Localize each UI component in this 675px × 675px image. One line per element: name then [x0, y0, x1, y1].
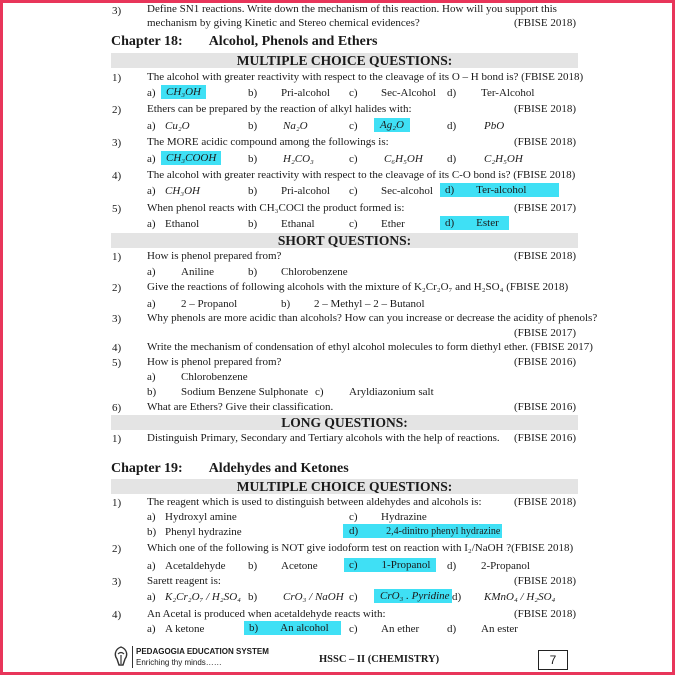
- option-label: d): [447, 560, 457, 572]
- option-label: d): [447, 87, 457, 99]
- question-number: 2): [112, 282, 122, 294]
- option-text: Chlorobenzene: [281, 266, 348, 278]
- option-text: An ester: [481, 623, 518, 635]
- option-text: A ketone: [165, 623, 205, 635]
- exam-reference: (FBISE 2017): [513, 327, 576, 339]
- option-text: Pri-alcohol: [281, 185, 330, 197]
- option-text: Acetaldehyde: [165, 560, 226, 572]
- option-text: Cu₂O: [165, 120, 190, 132]
- section-heading-mcq: MULTIPLE CHOICE QUESTIONS:: [111, 479, 578, 494]
- footer-brand: PEDAGOGIA EDUCATION SYSTEM: [136, 647, 269, 656]
- option-label: a): [147, 218, 156, 230]
- question-text: Distinguish Primary, Secondary and Tertiary alcohols with the help of reactions.: [147, 432, 500, 444]
- question-text: The MORE acidic compound among the followings is:: [147, 136, 389, 148]
- question-number: 5): [112, 203, 122, 215]
- question-number: 1): [112, 251, 122, 263]
- question-text: Why phenols are more acidic than alcohols? How can you increase or decrease the acidity of phenols?: [147, 312, 598, 324]
- option-label: a): [147, 560, 156, 572]
- option-text: Acetone: [281, 560, 318, 572]
- option-text: Hydroxyl amine: [165, 511, 237, 523]
- exam-reference: (FBISE 2016): [513, 432, 576, 444]
- option-text: H₂CO₃: [283, 153, 314, 165]
- option-label: c): [349, 87, 358, 99]
- option-text: Hydrazine: [381, 511, 427, 523]
- option-label: c): [349, 120, 358, 132]
- question-text: Write the mechanism of condensation of ethyl alcohol molecules to form diethyl ether. (FBISE 2017): [147, 341, 593, 353]
- option-text: Aryldiazonium salt: [349, 386, 434, 398]
- exam-reference: (FBISE 2016): [513, 401, 576, 413]
- option-label: b): [147, 526, 157, 538]
- option-label: d): [447, 153, 457, 165]
- exam-reference: (FBISE 2018): [513, 575, 576, 587]
- option-label: d): [447, 120, 457, 132]
- option-text: Sec-alcohol: [381, 185, 433, 197]
- option-text: Sodium Benzene Sulphonate: [181, 386, 309, 398]
- exam-reference: (FBISE 2018): [513, 103, 576, 115]
- option-label: a): [147, 153, 156, 165]
- question-number: 3): [112, 576, 122, 588]
- option-label: c): [315, 386, 324, 398]
- option-text: C₆H₅OH: [384, 153, 423, 165]
- section-heading-short: SHORT QUESTIONS:: [111, 233, 578, 248]
- option-label: c): [349, 153, 358, 165]
- option-label: b): [248, 153, 258, 165]
- option-label: a): [147, 120, 156, 132]
- question-number: 3): [112, 137, 122, 149]
- option-label: a): [147, 623, 156, 635]
- question-number: 3): [112, 313, 122, 325]
- option-text: Phenyl hydrazine: [165, 526, 242, 538]
- option-label: c): [349, 511, 358, 523]
- option-label: b): [248, 218, 258, 230]
- exam-reference: (FBISE 2018): [513, 136, 576, 148]
- question-text: mechanism by giving Kinetic and Stereo chemical evidences?: [147, 17, 420, 29]
- option-text: Chlorobenzene: [181, 371, 248, 383]
- question-number: 4): [112, 609, 122, 621]
- exam-reference: (FBISE 2018): [513, 496, 576, 508]
- option-label: a): [147, 266, 156, 278]
- question-number: 2): [112, 543, 122, 555]
- option-answer-highlighted: d) 2,4-dinitro phenyl hydrazine: [343, 524, 502, 538]
- option-label: a): [147, 298, 156, 310]
- brand-logo-icon: [111, 645, 131, 667]
- question-number: 5): [112, 357, 122, 369]
- option-text: CrO₃ / NaOH: [283, 591, 344, 603]
- document-page: [3, 3, 672, 672]
- question-text: The reagent which is used to distinguish between aldehydes and alcohols is:: [147, 496, 482, 508]
- question-number: 3): [112, 5, 122, 17]
- footer-divider: [132, 646, 133, 668]
- option-text: Sec-Alcohol: [381, 87, 436, 99]
- option-label: d): [452, 591, 462, 603]
- question-text: Which one of the following is NOT give iodoform test on reaction with I₂/NaOH ?(FBISE 2018): [147, 542, 574, 554]
- question-text: Define SN1 reactions. Write down the mechanism of this reaction. How will you support this: [147, 3, 557, 15]
- option-text: Aniline: [181, 266, 214, 278]
- option-answer-highlighted: CH₃OH: [161, 85, 206, 99]
- chapter-heading: Chapter 18: Alcohol, Phenols and Ethers: [111, 34, 378, 49]
- option-answer-highlighted: d) Ester: [440, 216, 509, 230]
- option-answer-highlighted: d) Ter-alcohol: [440, 183, 559, 197]
- option-label: b): [248, 591, 258, 603]
- option-text: Ether: [381, 218, 405, 230]
- question-text: Sarett reagent is:: [147, 575, 221, 587]
- option-answer-highlighted: b) An alcohol: [244, 621, 341, 635]
- question-number: 4): [112, 170, 122, 182]
- page-number: 7: [538, 650, 568, 670]
- option-label: a): [147, 591, 156, 603]
- option-text: KMnO₄ / H₂SO₄: [484, 591, 556, 603]
- question-number: 4): [112, 342, 122, 354]
- option-label: c): [349, 185, 358, 197]
- option-text: Pri-alcohol: [281, 87, 330, 99]
- option-label: a): [147, 87, 156, 99]
- option-text: Ter-Alcohol: [481, 87, 535, 99]
- question-text: What are Ethers? Give their classification.: [147, 401, 334, 413]
- question-text: How is phenol prepared from?: [147, 250, 282, 262]
- section-heading-long: LONG QUESTIONS:: [111, 415, 578, 430]
- option-text: Ethanal: [281, 218, 315, 230]
- option-label: b): [248, 120, 258, 132]
- chapter-heading: Chapter 19: Aldehydes and Ketones: [111, 461, 349, 476]
- option-label: d): [447, 623, 457, 635]
- question-text: Give the reactions of following alcohols with the mixture of K₂Cr₂O₇ and H₂SO₄ (FBISE 2018): [147, 281, 569, 293]
- question-number: 1): [112, 72, 122, 84]
- question-text: When phenol reacts with CH₃COCl the product formed is:: [147, 202, 405, 214]
- option-answer-highlighted: c) 1-Propanol: [344, 558, 436, 572]
- option-answer-highlighted: CrO₃ . Pyridine: [374, 589, 452, 603]
- option-label: c): [349, 218, 358, 230]
- exam-reference: (FBISE 2017): [513, 202, 576, 214]
- option-answer-highlighted: Ag₂O: [374, 118, 410, 132]
- question-number: 6): [112, 402, 122, 414]
- option-text: Na₂O: [283, 120, 308, 132]
- option-label: b): [248, 266, 258, 278]
- footer-tagline: Enriching thy minds……: [136, 658, 222, 667]
- question-number: 1): [112, 433, 122, 445]
- option-label: a): [147, 371, 156, 383]
- question-number: 1): [112, 497, 122, 509]
- question-number: 2): [112, 104, 122, 116]
- exam-reference: (FBISE 2016): [513, 356, 576, 368]
- exam-reference: (FBISE 2018): [513, 608, 576, 620]
- option-text: An ether: [381, 623, 420, 635]
- option-text: C₂H₅OH: [484, 153, 523, 165]
- option-text: PbO: [484, 120, 505, 132]
- question-text: Ethers can be prepared by the reaction of alkyl halides with:: [147, 103, 412, 115]
- option-text: Ethanol: [165, 218, 200, 230]
- option-text: 2 – Methyl – 2 – Butanol: [314, 298, 425, 310]
- option-answer-highlighted: CH₃COOH: [161, 151, 221, 165]
- option-label: a): [147, 511, 156, 523]
- option-label: b): [248, 87, 258, 99]
- option-label: b): [147, 386, 157, 398]
- question-text: The alcohol with greater reactivity with respect to the cleavage of its C-O bond is? (FBISE 2018): [147, 169, 576, 181]
- option-text: CH₃OH: [165, 185, 200, 197]
- option-label: b): [248, 185, 258, 197]
- option-text: K₂Cr₂O₇ / H₂SO₄: [165, 591, 241, 603]
- question-text: An Acetal is produced when acetaldehyde reacts with:: [147, 608, 386, 620]
- option-label: b): [248, 560, 258, 572]
- option-text: 2-Propanol: [481, 560, 530, 572]
- option-text: 2 – Propanol: [181, 298, 238, 310]
- question-text: How is phenol prepared from?: [147, 356, 282, 368]
- exam-reference: (FBISE 2018): [513, 17, 576, 29]
- option-label: b): [281, 298, 291, 310]
- section-heading-mcq: MULTIPLE CHOICE QUESTIONS:: [111, 53, 578, 68]
- option-label: c): [349, 591, 358, 603]
- option-label: c): [349, 623, 358, 635]
- footer-course: HSSC – II (CHEMISTRY): [319, 654, 440, 665]
- exam-reference: (FBISE 2018): [513, 250, 576, 262]
- option-label: a): [147, 185, 156, 197]
- question-text: The alcohol with greater reactivity with respect to the cleavage of its O – H bond is? (FBISE 2018): [147, 71, 584, 83]
